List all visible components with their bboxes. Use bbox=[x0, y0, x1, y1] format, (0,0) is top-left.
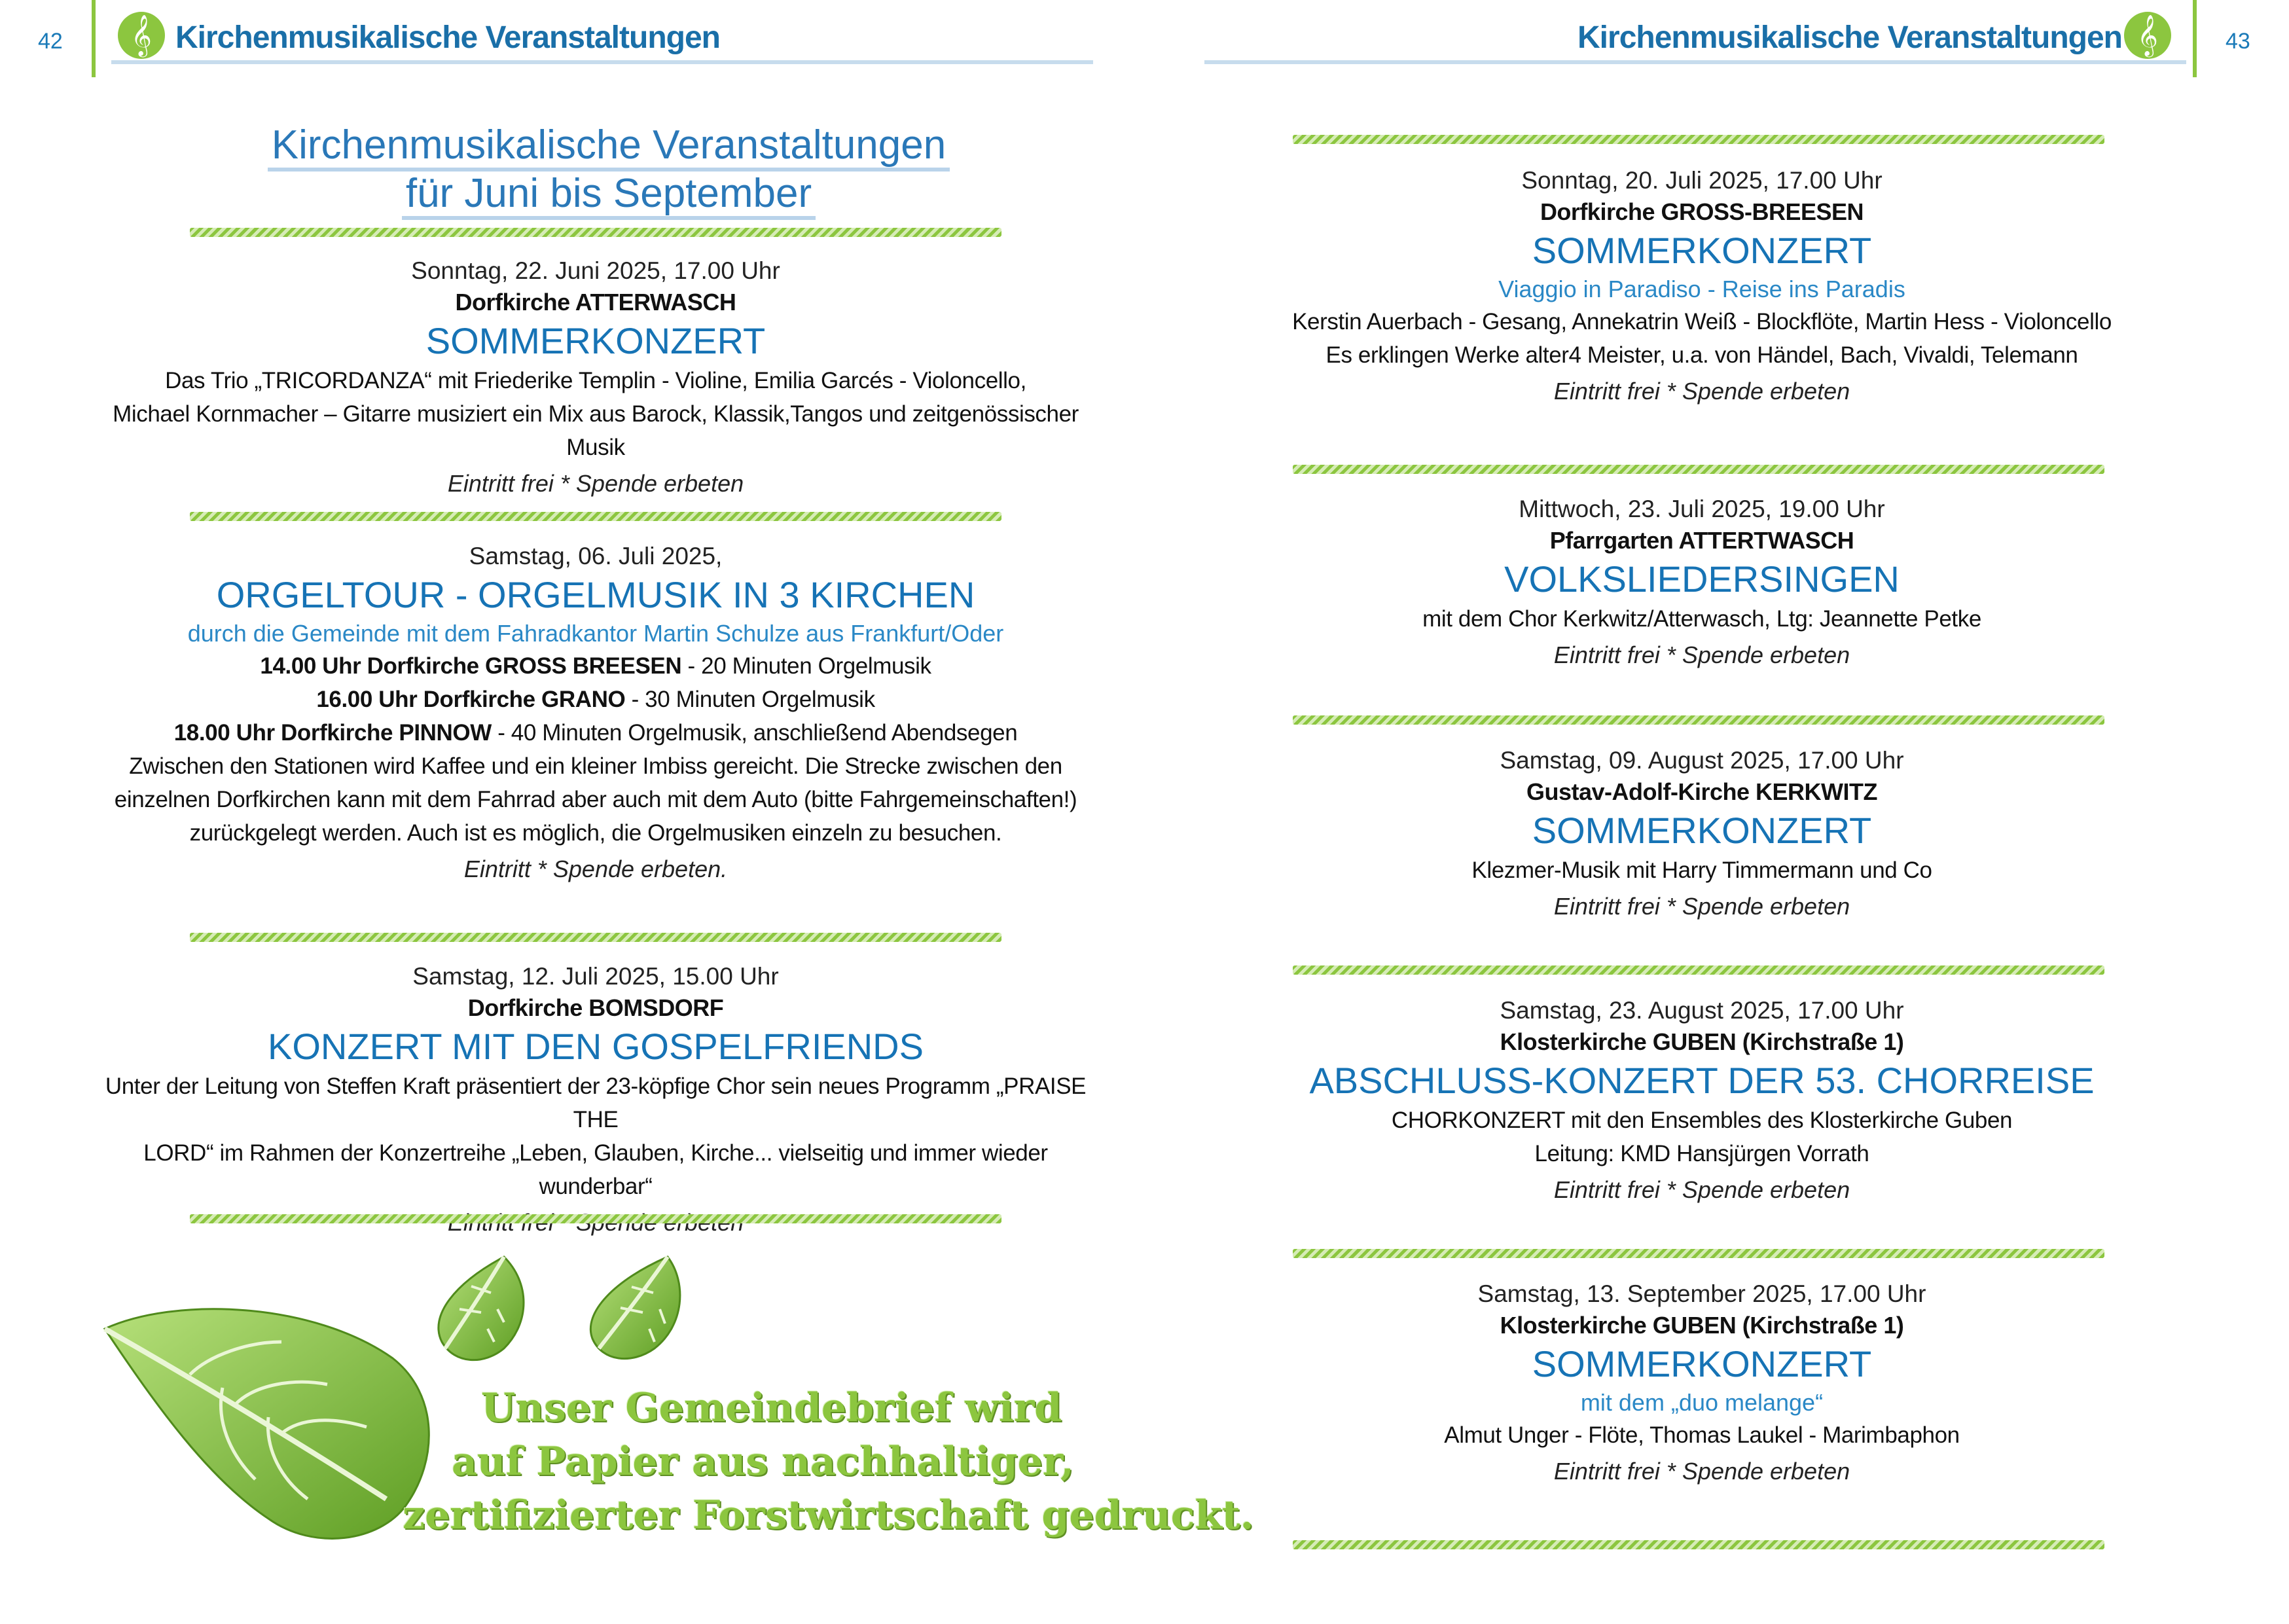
event-stop-detail: - 40 Minuten Orgelmusik, anschließend Abendsegen bbox=[491, 720, 1018, 746]
event-venue: Dorfkirche GROSS-BREESEN bbox=[1540, 198, 1864, 225]
event-entry-note: Eintritt frei * Spende erbeten bbox=[447, 470, 744, 497]
event-heading: KONZERT MIT DEN GOSPELFRIENDS bbox=[268, 1026, 924, 1067]
left-header-rule bbox=[111, 60, 1093, 64]
left-running-title: Kirchenmusikalische Veranstaltungen bbox=[175, 20, 720, 55]
eco-note-line: zertifizierter Forstwirtschaft gedruckt. bbox=[403, 1492, 1254, 1538]
event-stop-time-place: 14.00 Uhr Dorfkirche GROSS BREESEN bbox=[260, 653, 682, 679]
event-date: Samstag, 13. September 2025, 17.00 Uhr bbox=[1477, 1280, 1926, 1307]
eco-note-line: auf Papier aus nachhaltiger, bbox=[452, 1439, 1074, 1485]
section-divider bbox=[1293, 1540, 2104, 1549]
event-card-3 bbox=[92, 961, 1100, 1242]
event-card-6 bbox=[1244, 745, 2160, 926]
event-entry-note: Eintritt frei * Spende erbeten bbox=[1553, 1176, 1850, 1203]
event-heading: SOMMERKONZERT bbox=[425, 320, 766, 361]
event-body-line: Kerstin Auerbach - Gesang, Annekatrin Weiß - Blockflöte, Martin Hess - Violoncello bbox=[1292, 309, 2112, 334]
event-card-5 bbox=[1244, 494, 2160, 675]
leaf-icon bbox=[439, 1257, 524, 1360]
event-body-line: Unter der Leitung von Steffen Kraft präsentiert der 23-köpfige Chor sein neues Programm „PRAISE THE bbox=[105, 1074, 1087, 1132]
event-stop bbox=[92, 683, 1100, 716]
event-subtitle: mit dem „duo melange“ bbox=[1580, 1389, 1824, 1416]
event-body-line: Leitung: KMD Hansjürgen Vorrath bbox=[1534, 1141, 1869, 1166]
right-header-accent-bar bbox=[2193, 0, 2197, 77]
event-body-line: Michael Kornmacher – Gitarre musiziert ein Mix aus Barock, Klassik,Tangos und zeitgenössischer Musik bbox=[113, 401, 1079, 460]
treble-clef-icon: 𝄞 bbox=[2124, 12, 2171, 59]
section-divider bbox=[1293, 715, 2104, 725]
event-date: Samstag, 12. Juli 2025, 15.00 Uhr bbox=[412, 963, 779, 990]
section-divider bbox=[1293, 135, 2104, 144]
event-body-line: Klezmer-Musik mit Harry Timmermann und Co bbox=[1471, 857, 1932, 883]
section-divider bbox=[190, 933, 1001, 942]
event-heading: SOMMERKONZERT bbox=[1532, 230, 1872, 271]
event-stop-time-place: 16.00 Uhr Dorfkirche GRANO bbox=[316, 687, 626, 712]
event-heading: ORGELTOUR - ORGELMUSIK IN 3 KIRCHEN bbox=[216, 574, 975, 615]
eco-note-line: Unser Gemeindebrief wird bbox=[481, 1385, 1062, 1431]
page-title bbox=[190, 123, 1028, 220]
event-entry-note: Eintritt frei * Spende erbeten bbox=[1553, 1458, 1850, 1485]
event-date: Samstag, 23. August 2025, 17.00 Uhr bbox=[1500, 997, 1904, 1024]
section-divider bbox=[1293, 465, 2104, 474]
event-heading: SOMMERKONZERT bbox=[1532, 1343, 1872, 1384]
event-card-8 bbox=[1244, 1278, 2160, 1491]
right-running-title: Kirchenmusikalische Veranstaltungen bbox=[1577, 20, 2122, 55]
event-venue: Dorfkirche ATTERWASCH bbox=[455, 289, 736, 316]
treble-clef-icon: 𝄞 bbox=[118, 12, 165, 59]
event-subtitle: durch die Gemeinde mit dem Fahradkantor Martin Schulze aus Frankfurt/Oder bbox=[187, 620, 1004, 647]
left-header-accent-bar bbox=[92, 0, 96, 77]
event-date: Samstag, 09. August 2025, 17.00 Uhr bbox=[1500, 747, 1904, 774]
event-card-1 bbox=[92, 255, 1100, 503]
event-venue: Gustav-Adolf-Kirche KERKWITZ bbox=[1526, 778, 1877, 805]
page-title-line2: für Juni bis September bbox=[402, 171, 816, 220]
event-entry-note: Eintritt * Spende erbeten. bbox=[463, 856, 728, 882]
event-date: Sonntag, 20. Juli 2025, 17.00 Uhr bbox=[1521, 167, 1883, 194]
event-body-line: Zwischen den Stationen wird Kaffee und ein kleiner Imbiss gereicht. Die Strecke zwischen den bbox=[129, 753, 1062, 779]
right-page-number: 43 bbox=[2226, 29, 2250, 54]
event-stop-detail: - 20 Minuten Orgelmusik bbox=[681, 653, 931, 679]
event-heading: SOMMERKONZERT bbox=[1532, 810, 1872, 851]
section-divider bbox=[1293, 965, 2104, 975]
event-body-line: Es erklingen Werke alter4 Meister, u.a. von Händel, Bach, Vivaldi, Telemann bbox=[1325, 342, 2078, 368]
event-venue: Klosterkirche GUBEN (Kirchstraße 1) bbox=[1500, 1028, 1904, 1055]
event-stop-time-place: 18.00 Uhr Dorfkirche PINNOW bbox=[173, 720, 492, 746]
event-entry-note: Eintritt frei * Spende erbeten bbox=[1553, 641, 1850, 668]
event-venue: Pfarrgarten ATTERTWASCH bbox=[1549, 527, 1854, 554]
event-body-line: einzelnen Dorfkirchen kann mit dem Fahrrad aber auch mit dem Auto (bitte Fahrgemeinschaften!) bbox=[114, 787, 1077, 812]
event-date: Mittwoch, 23. Juli 2025, 19.00 Uhr bbox=[1519, 496, 1885, 522]
left-page-number: 42 bbox=[38, 29, 63, 54]
event-date: Sonntag, 22. Juni 2025, 17.00 Uhr bbox=[411, 257, 780, 284]
event-body-line: mit dem Chor Kerkwitz/Atterwasch, Ltg: Jeannette Petke bbox=[1422, 606, 1981, 632]
event-venue: Dorfkirche BOMSDORF bbox=[467, 994, 724, 1021]
event-heading: ABSCHLUSS-KONZERT DER 53. CHORREISE bbox=[1309, 1060, 2095, 1101]
page-title-line1: Kirchenmusikalische Veranstaltungen bbox=[268, 123, 950, 171]
leaf-icon bbox=[590, 1257, 680, 1359]
leaf-icon bbox=[105, 1309, 429, 1539]
event-body-line: LORD“ im Rahmen der Konzertreihe „Leben, Glauben, Kirche... vielseitig und immer wieder wunderbar“ bbox=[143, 1140, 1048, 1199]
right-header-rule bbox=[1204, 60, 2186, 64]
section-divider bbox=[190, 1214, 1001, 1223]
section-divider bbox=[190, 512, 1001, 521]
event-venue: Klosterkirche GUBEN (Kirchstraße 1) bbox=[1500, 1312, 1904, 1339]
event-entry-note: Eintritt frei * Spende erbeten bbox=[1553, 378, 1850, 405]
event-subtitle: Viaggio in Paradiso - Reise ins Paradis bbox=[1498, 276, 1905, 302]
event-card-7 bbox=[1244, 995, 2160, 1210]
event-stop bbox=[92, 716, 1100, 749]
event-date: Samstag, 06. Juli 2025, bbox=[469, 543, 723, 569]
event-stop bbox=[92, 649, 1100, 683]
event-body-line: Das Trio „TRICORDANZA“ mit Friederike Templin - Violine, Emilia Garcés - Violoncello, bbox=[165, 368, 1026, 393]
event-body-line: Almut Unger - Flöte, Thomas Laukel - Marimbaphon bbox=[1444, 1422, 1960, 1448]
section-divider bbox=[190, 228, 1001, 237]
event-card-4 bbox=[1244, 165, 2160, 411]
event-entry-note: Eintritt frei * Spende erbeten bbox=[1553, 893, 1850, 920]
event-stop-detail: - 30 Minuten Orgelmusik bbox=[625, 687, 875, 712]
section-divider bbox=[1293, 1249, 2104, 1258]
event-card-2 bbox=[92, 541, 1100, 889]
event-body-line: CHORKONZERT mit den Ensembles des Klosterkirche Guben bbox=[1391, 1108, 2013, 1133]
event-heading: VOLKSLIEDERSINGEN bbox=[1504, 558, 1900, 600]
event-body-line: zurückgelegt werden. Auch ist es möglich, die Orgelmusiken einzeln zu besuchen. bbox=[189, 820, 1002, 846]
